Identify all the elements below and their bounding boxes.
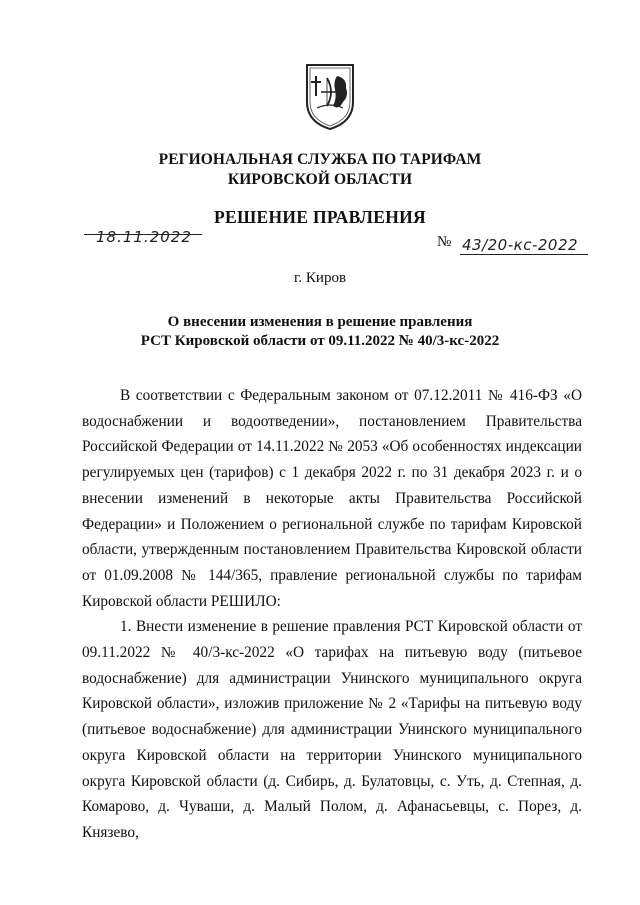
agency-name-line1: РЕГИОНАЛЬНАЯ СЛУЖБА ПО ТАРИФАМ (158, 151, 482, 168)
decision-date: 18.11.2022 (96, 228, 192, 246)
agency-name-line2: КИРОВСКОЙ ОБЛАСТИ (227, 171, 413, 188)
document-type: РЕШЕНИЕ ПРАВЛЕНИЯ (214, 207, 426, 227)
clause-1-paragraph: 1. Внести изменение в решение правления РСТ Кировской области от 09.11.2022 № 40/3-кс-2022 «О тарифах на питьевую воду (питьевое водоснабжение) для администрации Унинского муниципального округа Кировской области», изложив приложение № 2 «Тарифы на питьевую воду (питьевое водоснабжение) для администрации Унинского муниципального округа Кировской области на территории Унинского муниципального округа Кировской области (д. Сибирь, д. Булатовцы, с. Уть, д. Степная, д. Комарово, д. Чуваши, д. Малый Полом, д. Афанасьевцы, с. Порез, д. Князево, (82, 618, 582, 841)
number-underline (460, 254, 588, 255)
kirov-coat-of-arms-icon (303, 62, 357, 132)
preamble-paragraph: В соответствии с Федеральным законом от 07.12.2011 № 416-ФЗ «О водоснабжении и водоотведении», постановлением Правительства Российской Федерации от 14.11.2022 № 2053 «Об особенностях индексации регулируемых цен (тарифов) с 1 декабря 2022 г. по 31 декабря 2023 г. и о внесении изменений в некоторые акты Правительства Российской Федерации» и Положением о региональной службе по тарифам Кировской области, утвержденным постановлением Правительства Кировской области от 01.09.2008 № 144/365, правление региональной службы по тарифам Кировской области РЕШИЛО: (82, 387, 582, 610)
subject-line1: О внесении изменения в решение правления (167, 314, 473, 330)
decision-number: 43/20-кс-2022 (462, 236, 579, 254)
number-label: № (437, 234, 452, 250)
subject-line2: РСТ Кировской области от 09.11.2022 № 40/3-кс-2022 (140, 333, 500, 349)
city: г. Киров (293, 270, 347, 286)
agency-name (0, 150, 640, 190)
decision-subject (0, 313, 640, 351)
decision-body (82, 383, 582, 846)
